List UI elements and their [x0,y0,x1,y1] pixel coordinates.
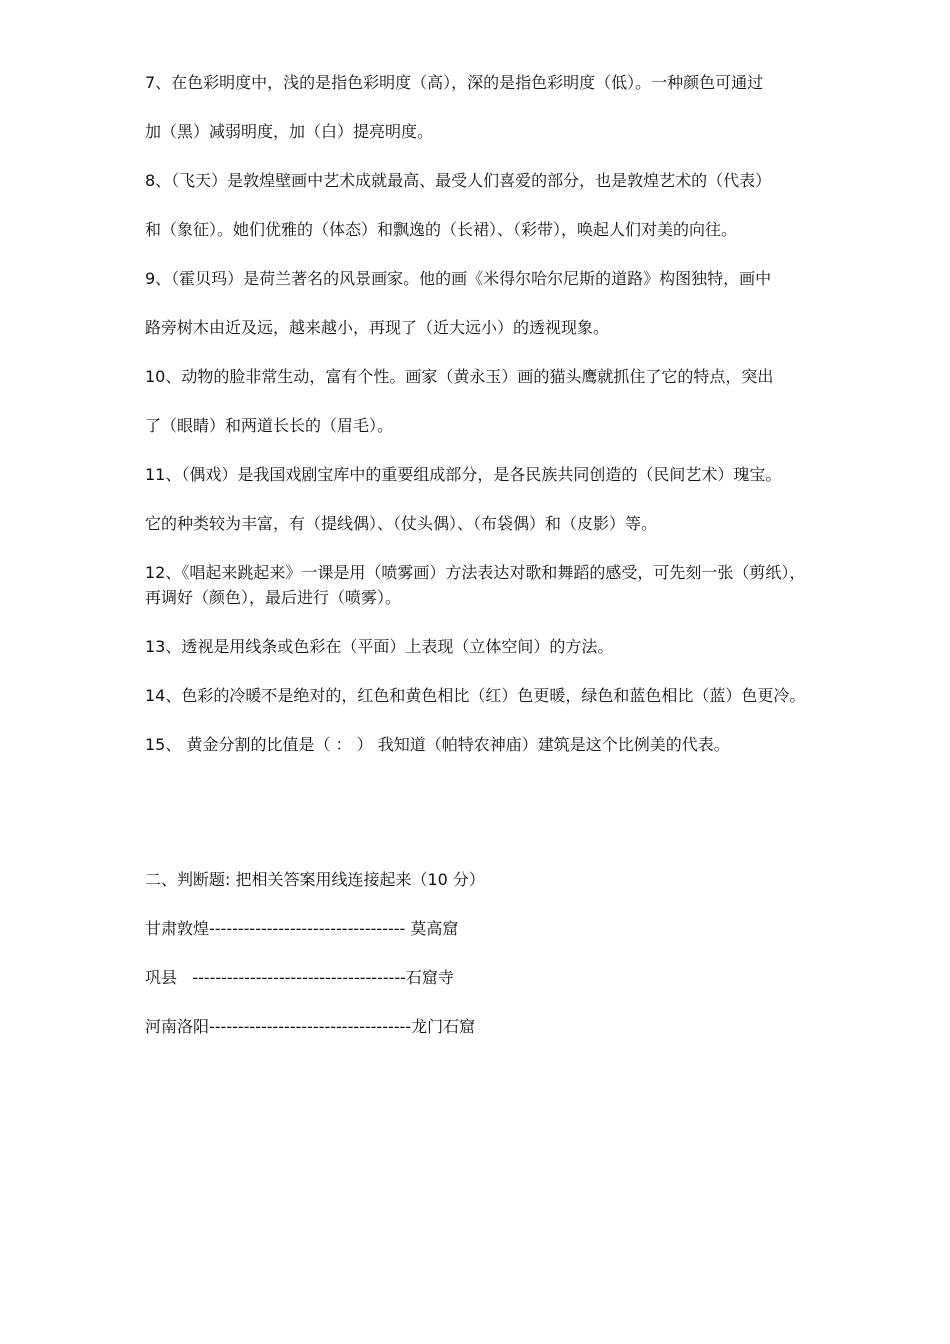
q10-line1: 10、动物的脸非常生动，富有个性。画家（黄永玉）画的猫头鹰就抓住了它的特点，突出 [145,367,774,386]
match-item: 甘肃敦煌---------------------------------- 莫高窟 [145,919,459,938]
section-2-title: 二、判断题: 把相关答案用线连接起来（10 分） [145,870,485,889]
q7-line2: 加（黑）减弱明度，加（白）提亮明度。 [145,122,434,141]
q12: 12、《唱起来跳起来》一课是用（喷雾画）方法表达对歌和舞蹈的感受，可先刻一张（剪纸），再调好（颜色），最后进行（喷雾）。 [145,563,806,607]
q13: 13、透视是用线条或色彩在（平面）上表现（立体空间）的方法。 [145,637,614,656]
q9-line1: 9、（霍贝玛）是荷兰著名的风景画家。他的画《米得尔哈尔尼斯的道路》构图独特，画中 [145,269,772,288]
q14: 14、色彩的冷暖不是绝对的，红色和黄色相比（红）色更暖，绿色和蓝色相比（蓝）色更冷。 [145,686,806,705]
q11-line1: 11、（偶戏）是我国戏剧宝库中的重要组成部分，是各民族共同创造的（民间艺术）瑰宝。 [145,465,782,484]
q10-line2: 了（眼睛）和两道长长的（眉毛）。 [145,416,394,435]
match-item: 河南洛阳-----------------------------------龙门石窟 [145,1017,476,1036]
q11-line2: 它的种类较为丰富，有（提线偶）、（仗头偶）、（布袋偶）和（皮影）等。 [145,514,658,533]
q9-line2: 路旁树木由近及远，越来越小，再现了（近大远小）的透视现象。 [145,318,610,337]
q8-line2: 和（象征）。她们优雅的（体态）和飘逸的（长裙）、（彩带），唤起人们对美的向往。 [145,220,738,239]
match-item: 巩县 -------------------------------------石窟寺 [145,968,454,987]
q7-line1: 7、在色彩明度中，浅的是指色彩明度（高），深的是指色彩明度（低）。一种颜色可通过 [145,73,764,92]
document-page [145,70,810,1039]
q8-line1: 8、（飞天）是敦煌壁画中艺术成就最高、最受人们喜爱的部分，也是敦煌艺术的（代表） [145,171,772,190]
q15: 15、 黄金分割的比值是（ ： ） 我知道（帕特农神庙）建筑是这个比例美的代表。 [145,735,730,754]
